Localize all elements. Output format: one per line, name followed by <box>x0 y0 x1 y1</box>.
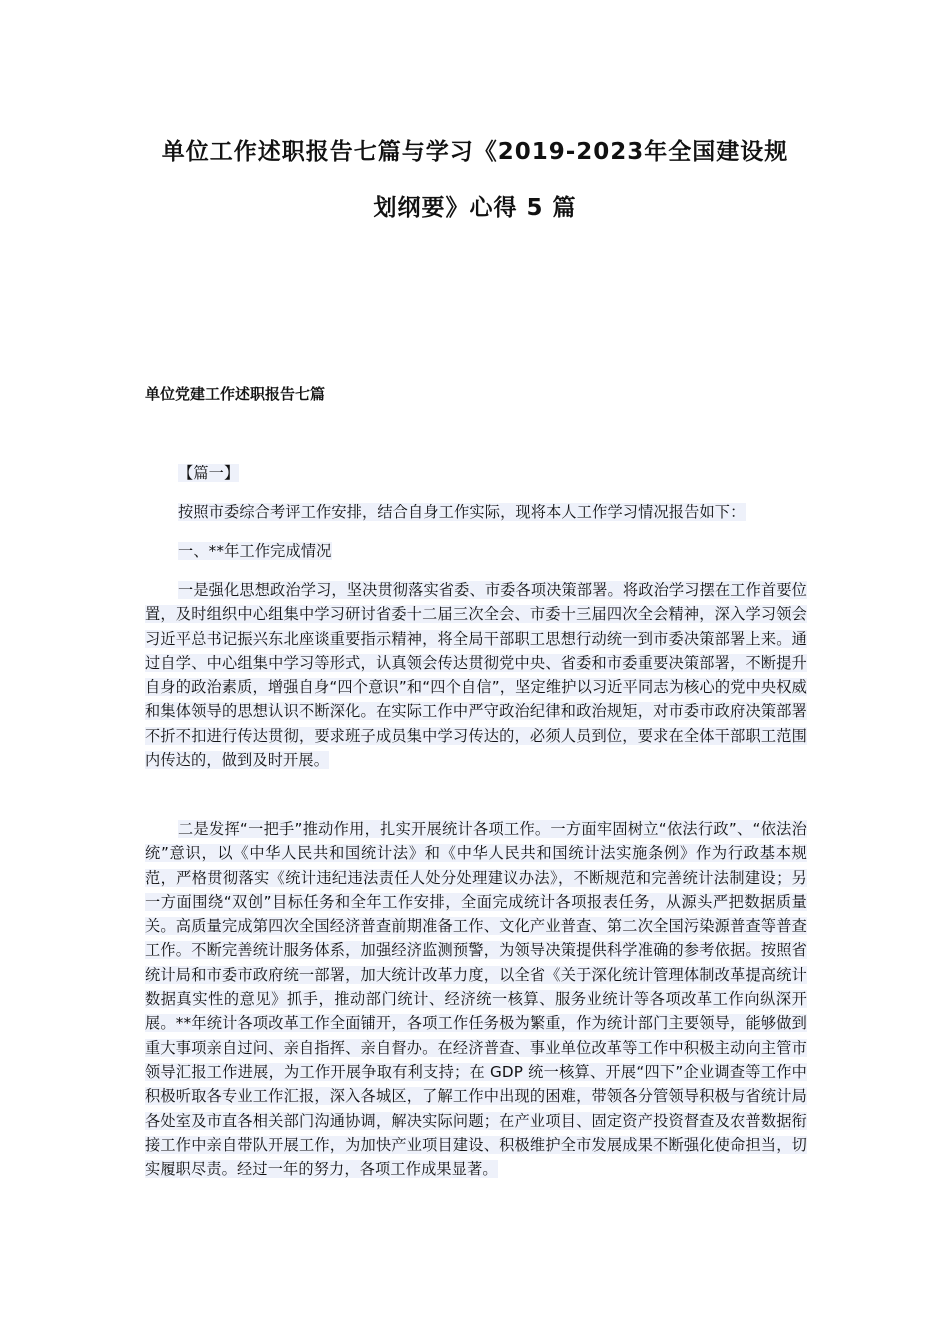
subheading-1 <box>145 539 807 563</box>
document-title-line-2: 划纲要》心得 5 篇 <box>373 195 577 221</box>
part-label-text: 【篇一】 <box>178 464 240 482</box>
part-label <box>145 461 807 485</box>
body-paragraph-1-text: 一是强化思想政治学习，坚决贯彻落实省委、市委各项决策部署。将政治学习摆在工作首要位置，及时组织中心组集中学习研讨省委十二届三次全会、市委十三届四次全会精神，深入学习领会习近平总书记振兴东北座谈重要指示精神，将全局干部职工思想行动统一到市委决策部署上来。通过自学、中心组集中学习等形式，认真领会传达贯彻党中央、省委和市委重要决策部署，不断提升自身的政治素质，增强自身“四个意识”和“四个自信”，坚定维护以习近平同志为核心的党中央权威和集体领导的思想认识不断深化。在实际工作中严守政治纪律和政治规矩，对市委市政府决策部署不折不扣进行传达贯彻，要求班子成员集中学习传达的，必须人员到位，要求在全体干部职工范围内传达的，做到及时开展。 <box>145 581 807 770</box>
subheading-1-text: 一、**年工作完成情况 <box>178 542 332 560</box>
body-paragraph-2 <box>145 817 807 1181</box>
document-title <box>100 124 850 236</box>
intro-text: 按照市委综合考评工作安排，结合自身工作实际，现将本人工作学习情况报告如下： <box>178 503 746 521</box>
section-heading: 单位党建工作述职报告七篇 <box>145 385 326 403</box>
body-paragraph-1 <box>145 578 807 772</box>
document-title-line-1: 单位工作述职报告七篇与学习《2019-2023年全国建设规 <box>161 139 789 165</box>
intro-paragraph <box>145 500 807 524</box>
body-paragraph-2-text: 二是发挥“一把手”推动作用，扎实开展统计各项工作。一方面牢固树立“依法行政”、“依法治统”意识，以《中华人民共和国统计法》和《中华人民共和国统计法实施条例》作为行政基本规范，严格贯彻落实《统计违纪违法责任人处分处理建议办法》，不断规范和完善统计法制建设；另一方面围绕“双创”目标任务和全年工作安排，全面完成统计各项报表任务，从源头严把数据质量关。高质量完成第四次全国经济普查前期准备工作、文化产业普查、第二次全国污染源普查等普查工作。不断完善统计服务体系，加强经济监测预警，为领导决策提供科学准确的参考依据。按照省统计局和市委市政府统一部署，加大统计改革力度，以全省《关于深化统计管理体制改革提高统计数据真实性的意见》抓手，推动部门统计、经济统一核算、服务业统计等各项改革工作向纵深开展。**年统计各项改革工作全面铺开，各项工作任务极为繁重，作为统计部门主要领导，能够做到重大事项亲自过问、亲自指挥、亲自督办。在经济普查、事业单位改革等工作中积极主动向主管市领导汇报工作进展，为工作开展争取有利支持；在 GDP 统一核算、开展“四下”企业调查等工作中积极听取各专业工作汇报，深入各城区，了解工作中出现的困难，带领各分管领导积极与省统计局各处室及市直各相关部门沟通协调，解决实际问题；在产业项目、固定资产投资督查及农普数据衔接工作中亲自带队开展工作，为加快产业项目建设、积极维护全市发展成果不断强化使命担当，切实履职尽责。经过一年的努力，各项工作成果显著。 <box>145 820 807 1179</box>
